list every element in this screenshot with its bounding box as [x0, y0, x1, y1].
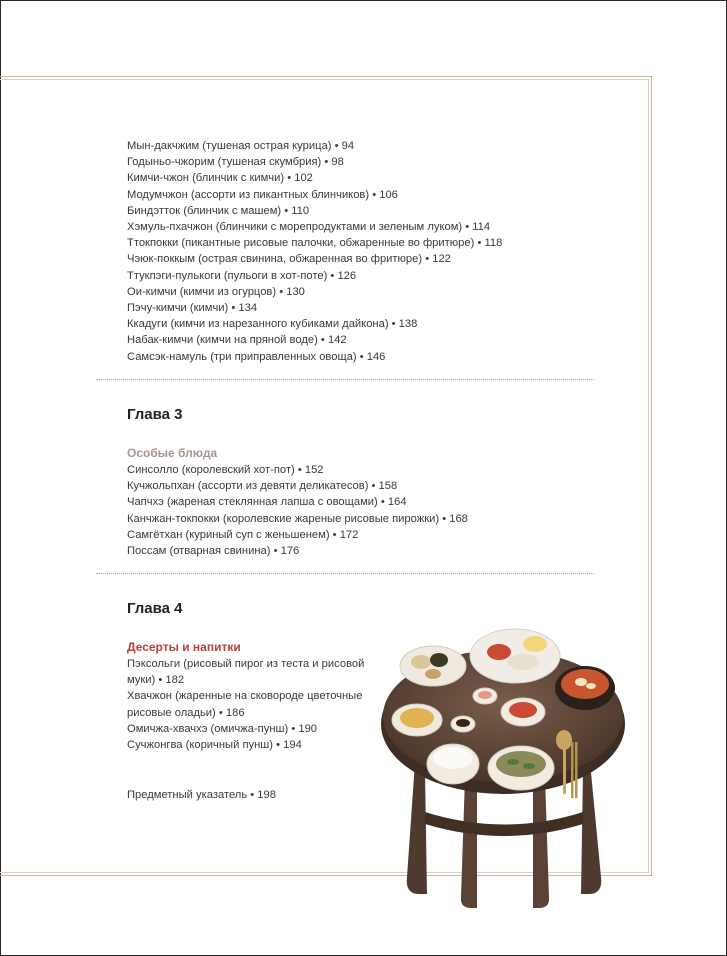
section-title-desserts-drinks: Десерты и напитки	[127, 640, 241, 654]
toc-item[interactable]: Чэюк-поккым (острая свинина, обжаренная во фритюре) • 122	[127, 253, 451, 266]
table-leg	[407, 762, 427, 894]
toc-item[interactable]: Сучжонгва (коричный пунш) • 194	[127, 739, 302, 752]
toc-item[interactable]: Хвачжон (жаренные на сковороде цветочные рисовые оладьи) • 186	[127, 690, 363, 719]
korean-table-illustration	[375, 612, 635, 912]
table-leg	[581, 762, 601, 894]
toc-item[interactable]: Пэксольги (рисовый пирог из теста и рисовой муки) • 182	[127, 658, 365, 687]
toc-item[interactable]: Ои-кимчи (кимчи из огурцов) • 130	[127, 285, 305, 298]
plate-namul	[400, 646, 466, 686]
toc-item[interactable]: Кучжольпхан (ассорти из девяти деликатесов) • 158	[127, 480, 398, 493]
toc-item[interactable]: Годыньо-чжорим (тушеная скумбрия) • 98	[127, 156, 344, 169]
spoon-handle	[563, 746, 566, 794]
toc-item[interactable]: Омичжа-хвачхэ (омичжа-пунш) • 190	[127, 722, 318, 735]
toc-item[interactable]: Поссам (отварная свинина) • 176	[127, 545, 300, 558]
toc-item[interactable]: Набак-кимчи (кимчи на пряной воде) • 142	[127, 334, 347, 347]
toc-item[interactable]: Канчжан-токпокки (королевские жареные рисовые пирожки) • 168	[127, 512, 468, 525]
section-title-special-dishes: Особые блюда	[127, 446, 218, 460]
toc-item[interactable]: Ккадуги (кимчи из нарезанного кубиками дайкона) • 138	[127, 318, 418, 331]
toc-item[interactable]: Самсэк-намуль (три приправленных овоща) • 146	[127, 350, 386, 363]
chapter-4-heading: Глава 4	[127, 600, 183, 617]
toc-item[interactable]: Биндэтток (блинчик с машем) • 110	[127, 204, 310, 217]
chapter-3-heading: Глава 3	[127, 406, 183, 423]
dotted-divider	[96, 379, 594, 380]
toc-item[interactable]: Ттокпокки (пикантные рисовые палочки, обжаренные во фритюре) • 118	[127, 237, 503, 250]
table-rail	[425, 812, 583, 836]
toc-item[interactable]: Модумчжон (ассорти из пикантных блинчиков) • 106	[127, 188, 398, 201]
toc-item[interactable]: Кимчи-чжон (блинчик с кимчи) • 102	[127, 172, 313, 185]
table-leg	[461, 777, 477, 908]
toc-list-chapter-3	[127, 462, 597, 559]
index-entry[interactable]: Предметный указатель • 198	[127, 789, 276, 801]
toc-item[interactable]: Ттукпэги-пулькоги (пульоги в хот-поте) • 126	[127, 269, 357, 282]
toc-item[interactable]: Чапчхэ (жареная стеклянная лапша с овощами) • 164	[127, 496, 407, 509]
toc-list-chapter-2	[127, 138, 597, 365]
toc-item[interactable]: Хэмуль-пхачжон (блинчики с морепродуктами и зеленым луком) • 114	[127, 221, 491, 234]
chopsticks-icon	[571, 742, 574, 798]
table-leg	[533, 777, 549, 908]
toc-item[interactable]: Пэчу-кимчи (кимчи) • 134	[127, 302, 258, 315]
dotted-divider	[96, 573, 594, 574]
toc-item[interactable]: Самгётхан (куриный суп с женьшенем) • 172	[127, 528, 359, 541]
toc-item[interactable]: Синсолло (королевский хот-пот) • 152	[127, 464, 324, 476]
toc-item[interactable]: Мын-дакчжим (тушеная острая курица) • 94	[127, 140, 355, 152]
toc-list-chapter-4	[127, 656, 377, 753]
